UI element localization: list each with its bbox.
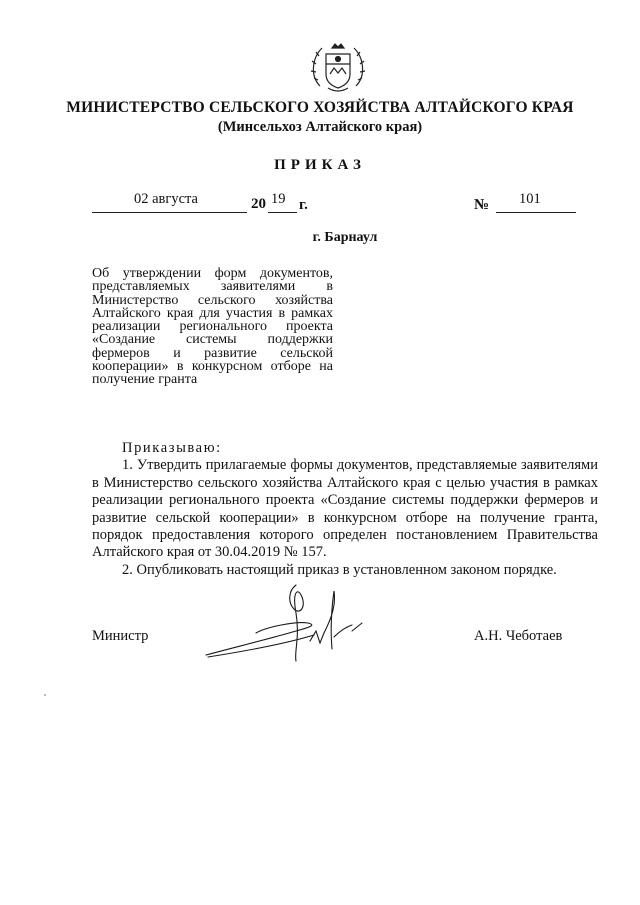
signer-role: Министр: [92, 628, 149, 644]
city: г. Барнаул: [312, 230, 378, 245]
number-underline: [496, 212, 576, 213]
document-type-title: ПРИКАЗ: [274, 157, 366, 173]
order-number: 101: [519, 191, 541, 207]
year-underline: [268, 212, 297, 213]
coat-of-arms-icon: [306, 40, 370, 96]
year-prefix: 20: [251, 196, 266, 212]
ministry-name: МИНИСТЕРСТВО СЕЛЬСКОГО ХОЗЯЙСТВА АЛТАЙСКОГО КРАЯ: [66, 99, 574, 116]
year-suffix: 19: [271, 191, 286, 207]
date-underline: [92, 212, 247, 213]
signer-name: А.Н. Чеботаев: [474, 628, 563, 644]
scan-dot: [44, 694, 46, 696]
ministry-short-name: (Минсельхоз Алтайского края): [217, 119, 423, 135]
order-date: 02 августа: [134, 191, 198, 207]
order-body: [92, 440, 598, 579]
ordering-word: Приказываю:: [122, 440, 222, 456]
paragraph-1: 1. Утвердить прилагаемые формы документов, представляемые заявителями в Министерство сельского хозяйства Алтайского края с целью участия в рамках реализации регионального проекта «Создание системы поддержки фермеров и развитие сельской кооперации» в конкурсном отборе на получение гранта, порядок предоставления которого определен постановлением Правительства Алтайского края от 30.04.2019 № 157.: [92, 457, 598, 561]
year-mark: г.: [299, 197, 308, 213]
paragraph-2: 2. Опубликовать настоящий приказ в установленном законом порядке.: [122, 561, 557, 578]
order-subject: Об утверждении форм документов, представляемых заявителями в Министерство сельского хозяйства Алтайского края для участия в рамках реализации регионального проекта «Создание системы поддержки фермеров и развитие сельской кооперации» в конкурсном отборе на получение гранта: [92, 266, 333, 388]
number-sign: №: [474, 197, 490, 213]
signature-icon: [196, 577, 376, 667]
